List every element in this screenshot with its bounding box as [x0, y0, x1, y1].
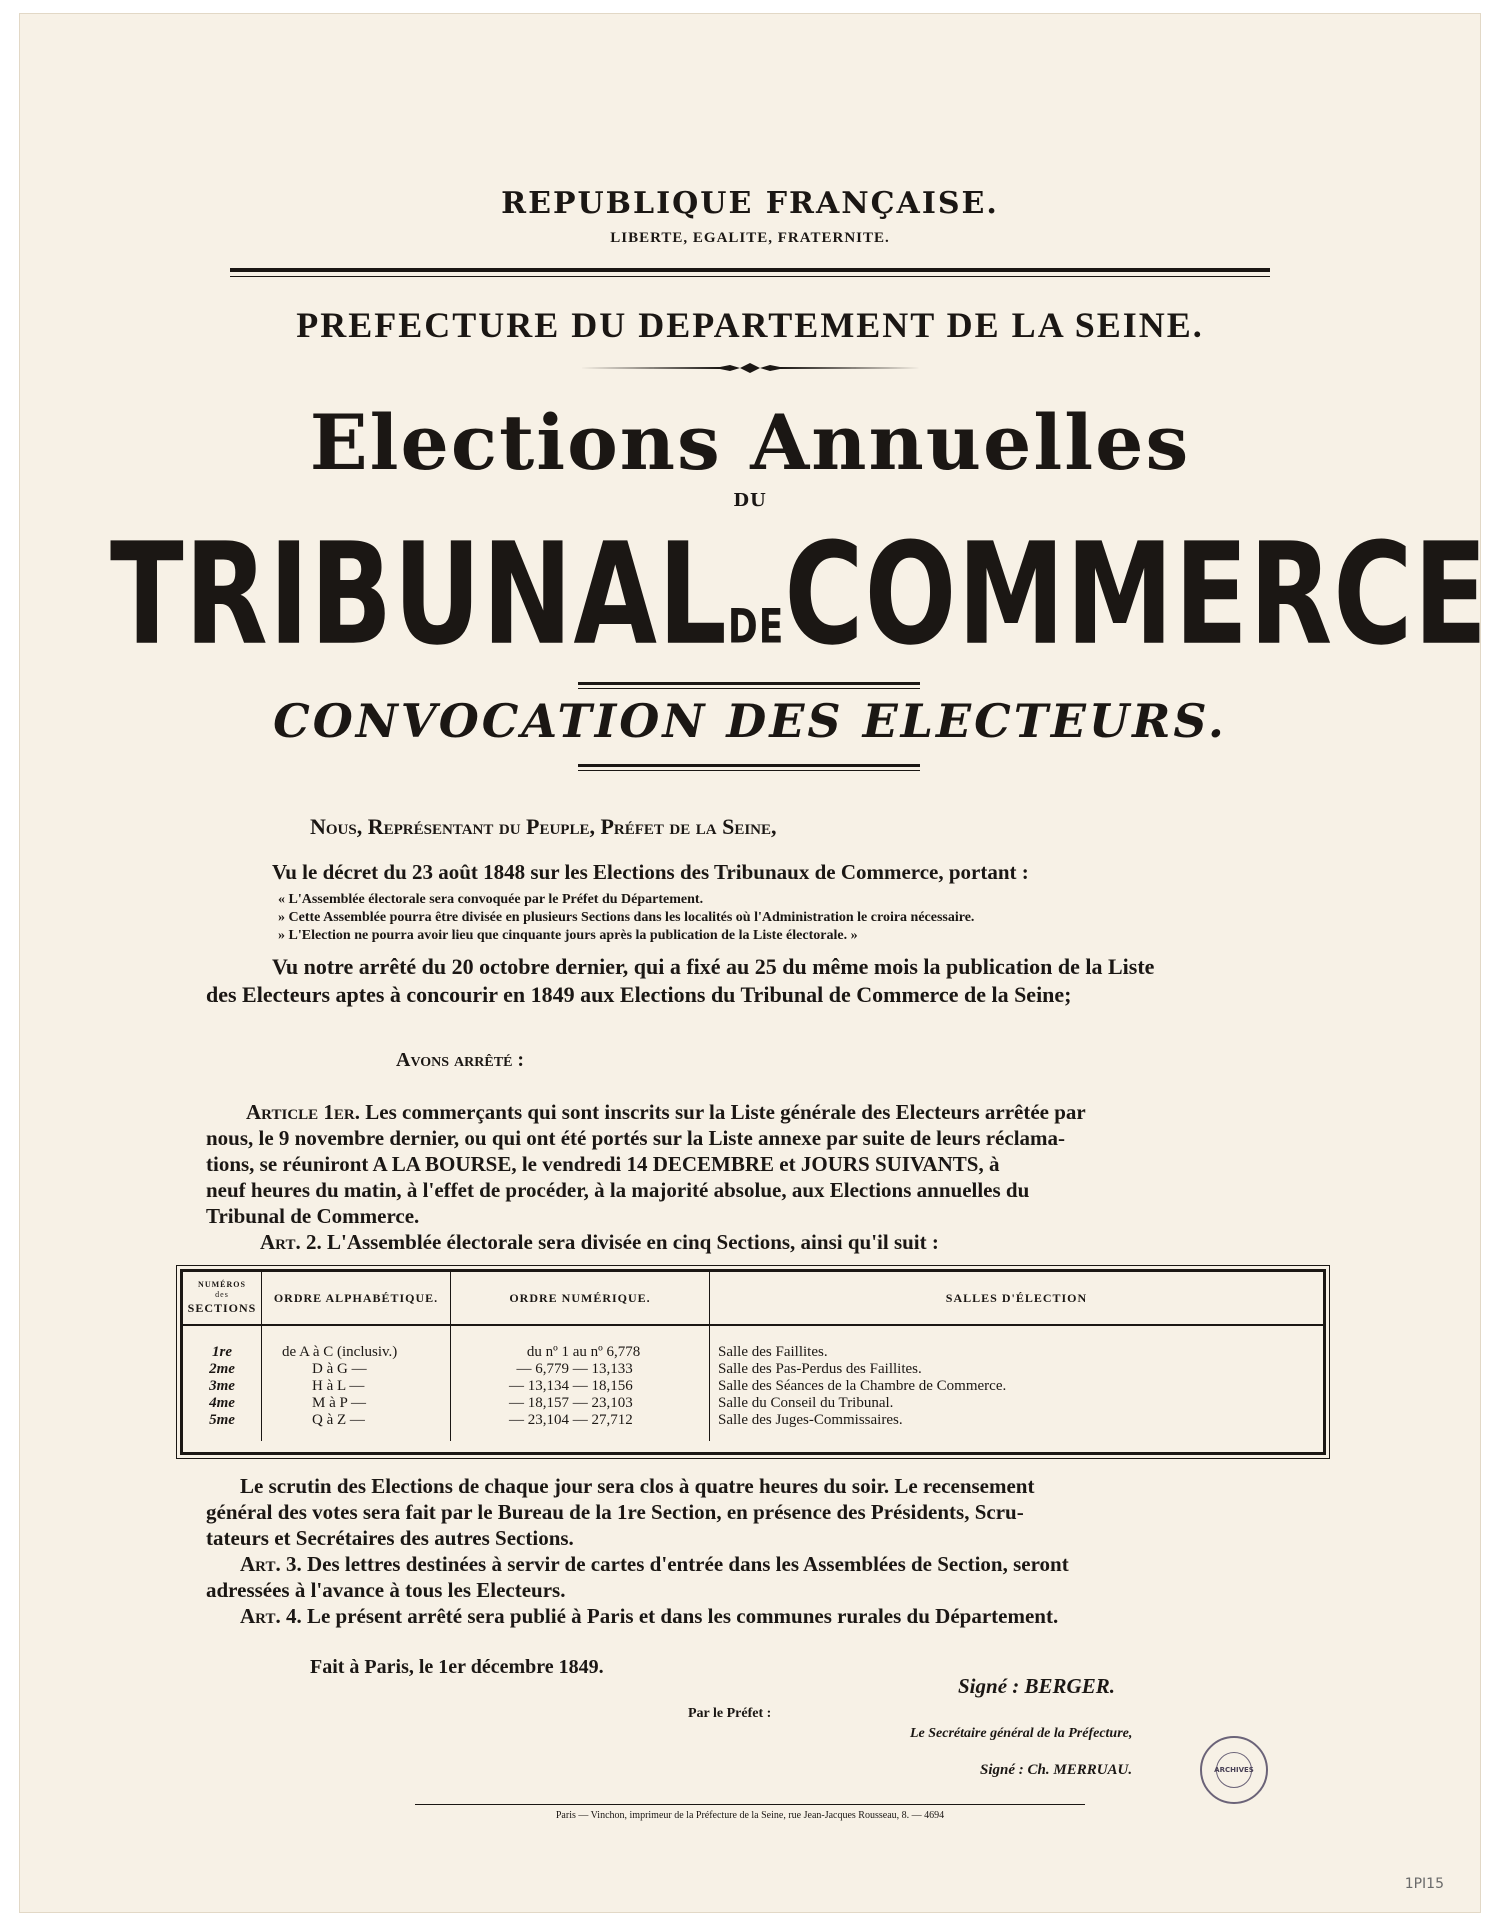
sections-table [180, 1269, 1326, 1455]
article-1-line-2: nous, le 9 novembre dernier, ou qui ont été portés sur la Liste annexe par suite de leurs réclama- [206, 1126, 1066, 1150]
table-row: 4me M à P — — 18,157 — 23,103 Salle du Conseil du Tribunal. [183, 1395, 1323, 1412]
nous-line: Nous, Représentant du Peuple, Préfet de la Seine, [310, 814, 777, 839]
stamp-text: ARCHIVES [1216, 1752, 1252, 1788]
signe-berger: Signé : BERGER. [958, 1674, 1115, 1698]
poster [110, 114, 1489, 1834]
vu-decret-line: Vu le décret du 23 août 1848 sur les Elections des Tribunaux de Commerce, portant : [272, 860, 1029, 884]
secretaire-general: Le Secrétaire général de la Préfecture, [910, 1726, 1133, 1741]
header-ordre-alphabetique: ORDRE ALPHABÉTIQUE. [262, 1272, 451, 1325]
de-word: DE [727, 601, 785, 655]
article-3-text-1: Des lettres destinées à servir de cartes d'entrée dans les Assemblées de Section, seront [306, 1552, 1069, 1576]
article-2-text: L'Assemblée électorale sera divisée en cinq Sections, ainsi qu'il suit : [326, 1230, 939, 1254]
article-2-label: Art. 2. [260, 1230, 322, 1254]
article-1-label: Article 1er. [246, 1100, 360, 1124]
article-4-line [240, 1604, 1058, 1629]
article-3-label: Art. 3. [240, 1552, 302, 1576]
article-1-line-4: neuf heures du matin, à l'effet de procéder, à la majorité absolue, aux Elections annuelles du [206, 1178, 1030, 1202]
article-3-line-1 [240, 1552, 1069, 1577]
article-2-line [260, 1230, 939, 1255]
header-ordre-numerique: ORDRE NUMÉRIQUE. [451, 1272, 710, 1325]
convocation-divider-thin [578, 770, 920, 771]
scrutin-line-3: tateurs et Secrétaires des autres Sections. [206, 1526, 574, 1550]
poster-sheet [20, 14, 1489, 1912]
republic-heading: REPUBLIQUE FRANÇAISE. [501, 186, 999, 221]
article-4-text: Le présent arrêté sera publié à Paris et dans les communes rurales du Département. [306, 1604, 1059, 1628]
article-1-line-1 [246, 1100, 1086, 1125]
scrutin-line-2: général des votes sera fait par le Bureau de la 1re Section, en présence des Présidents, Scru- [206, 1500, 1024, 1524]
avons-arrete: Avons arrêté : [396, 1049, 525, 1071]
scrutin-line-1: Le scrutin des Elections de chaque jour sera clos à quatre heures du soir. Le recensement [240, 1474, 1035, 1498]
printer-line: Paris — Vinchon, imprimeur de la Préfecture de la Seine, rue Jean-Jacques Rousseau, 8. — 4694 [555, 1810, 945, 1821]
decret-quote-3: » L'Election ne pourra avoir lieu que cinquante jours après la publication de la Liste électorale. » [278, 928, 858, 943]
shelfmark: 1PI15 [1404, 1876, 1444, 1892]
vu-arrete-line-2: des Electeurs aptes à concourir en 1849 aux Elections du Tribunal de Commerce de la Seine; [206, 982, 1072, 1007]
ornament-divider-icon [580, 362, 920, 374]
header-numeros: NUMÉROS des SECTIONS [183, 1272, 262, 1325]
prefecture-heading: PREFECTURE DU DEPARTEMENT DE LA SEINE. [296, 305, 1204, 345]
article-1-line-5: Tribunal de Commerce. [206, 1204, 420, 1228]
article-1-line-3: tions, se réuniront A LA BOURSE, le vendredi 14 DECEMBRE et JOURS SUIVANTS, à [206, 1152, 1000, 1176]
table-row: 1re de A à C (inclusiv.) du nº 1 au nº 6,778 Salle des Faillites. [183, 1325, 1323, 1361]
table-row: 3me H à L — — 13,134 — 18,156 Salle des Séances de la Chambre de Commerce. [183, 1378, 1323, 1395]
header-salles: SALLES D'ÉLECTION [710, 1272, 1324, 1325]
motto: LIBERTE, EGALITE, FRATERNITE. [610, 230, 890, 246]
table-row: 2me D à G — — 6,779 — 13,133 Salle des Pas-Perdus des Faillites. [183, 1361, 1323, 1378]
du-label: DU [733, 490, 767, 511]
decret-quote-2: » Cette Assemblée pourra être divisée en plusieurs Sections dans les localités où l'Administration le croira nécessaire. [278, 910, 975, 925]
tribunal-title [110, 514, 1489, 677]
footer-rule [415, 1804, 1085, 1805]
title-divider-thin [578, 688, 920, 689]
article-1-text-1: Les commerçants qui sont inscrits sur la Liste générale des Electeurs arrêtée par [365, 1100, 1086, 1124]
article-3-line-2: adressées à l'avance à tous les Electeurs. [206, 1578, 566, 1602]
convocation-divider [578, 764, 920, 767]
convocation-heading: CONVOCATION DES ELECTEURS. [273, 694, 1227, 748]
title-divider [578, 682, 920, 685]
archives-stamp [1200, 1736, 1268, 1804]
commerce-word: COMMERCE [784, 514, 1489, 677]
tribunal-word: TRIBUNAL [110, 514, 728, 677]
vu-arrete-line-1: Vu notre arrêté du 20 octobre dernier, qui a fixé au 25 du même mois la publication de la Liste [272, 954, 1155, 979]
article-4-label: Art. 4. [240, 1604, 302, 1628]
header-divider [230, 268, 1270, 272]
fait-a-paris: Fait à Paris, le 1er décembre 1849. [310, 1656, 604, 1678]
table-row: 5me Q à Z — — 23,104 — 27,712 Salle des Juges-Commissaires. [183, 1412, 1323, 1441]
elections-title: Elections Annuelles [309, 398, 1191, 487]
decret-quote-1: « L'Assemblée électorale sera convoquée par le Préfet du Département. [278, 892, 704, 907]
par-le-prefet: Par le Préfet : [688, 1706, 772, 1721]
header-divider-thin [230, 276, 1270, 277]
signe-merruau: Signé : Ch. MERRUAU. [980, 1762, 1133, 1778]
